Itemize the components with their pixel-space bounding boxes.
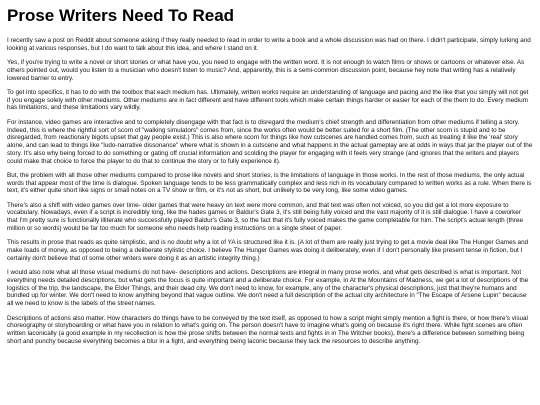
paragraph: I would also note what all those visual mediums do not have- descriptions and actions. Descriptions are integral in many prose works, and what gets described is what is important. Not everything needs detailed descriptions, but what gets the focus is quite important and a deliberate choice. For example, in At the Mountains of Madness, we get a lot of descriptions of the logistics of the trip, the landscape, the Elder Things, and their dead city. We don't need to know, for example, any of the character's physical descriptions, just that they're humans and bundled up for winter. We don't need to know anything beyond that vague outline. We don't need a full description of the actual city architecture in "The Escape of Arsene Lupin" because all we need to know is the labels of the street names. (7, 269, 529, 308)
paragraph: Yes, if you're trying to write a novel or short stories or what have you, you need to engage with the written word. It is not enough to watch films or shows or cartoons or whatever else. As others pointed out, would you listen to a musician who doesn't listen to music? And, apparently, this is a semi-common discussion point, because hey note that writing has a relatively lowered barrier to entry. (7, 59, 525, 82)
paragraph: For instance, video games are interactive and to completely disengage with that fact is to disregard the medium's chief strength and differentiation from other mediums if telling a story. Indeed, this is where the rightful sort of scorn of "walking simulators" comes from, since the works often would be better suited for a short film. (The other scorn is stupid and to be disregarded, from reactionary bigots upset that gay people exist.) This is also where scorn for things like how cutscenes are handled comes from, such as treating it like the 'real' story alone, and can lead to things like "ludo-narrative dissonance" where what is shown in a cutscene and what happens in the actual gameplay are at odds in ways that jar the player out of the story. It's also why being forced to do something or gating off crucial information and scolding the player for engaging with it feels very strange (and ignores that the writers and players could make that choice to force the player to do that to continue the story or to fully experience it). (7, 118, 533, 165)
paragraph: There's also a shift with video games over time- older games that were heavy on text were more common, and that text was often not voiced, so you did get a lot more exposure to vocabulary. Nowadays, even if a script is incredibly long, like the hades games or Baldur's Gate 3, it's still being fully voiced and the vast majority of it is still dialogue. I have a coworker that I'm pretty sure is functionally illiterate who successfully played Baldur's Gate 3, so the fact that it's fully voiced makes the game completable for him. The script's actual length (three million or so words) would be far too much for someone who needs help reading instructions on a single sheet of paper. (7, 201, 523, 232)
paragraph: But, the problem with all those other mediums compared to prose like novels and short stories, is the limitations of language in those works. In the rest of those mediums, the only actual words that appear most of the time is dialogue. Spoken language tends to be less grammatically complex and less rich in its vocabulary compared to written works as a rule. When there is text, it's either quite short like signs or small notes on a TV show or film, or it's not as short, but unlikely to be very long, like some video games. (7, 171, 532, 195)
paragraph: I recently saw a post on Reddit about someone asking if they really needed to read in order to write a book and a whole discussion was had on there. I didn't participate, simply lurking and looking at various responses, but I do want to talk about this idea, and where I stand on it. (7, 37, 531, 52)
paragraph: To get into specifics, it has to do with the toolbox that each medium has. Ultimately, written works require an understanding of language and pacing and the like that you simply will not get if you engage solely with other mediums. Other mediums are in fact different and have different tools which make certain things harder or easier for each of the them to do. Every medium has limitations, and these limitations vary wildly. (7, 88, 529, 112)
paragraph: This results in prose that reads as quite simplistic, and is no doubt why a lot of YA is structured like it is. (A lot of them are really just trying to get a movie deal like The Hunger Games and make loads of money, as opposed to being a deliberate stylistic choice. I believe The Hunger Games was doing it deliberately, even if I don't personally like present tense in fiction, but I certainly don't believe that of some other writers were doing it as an artistic integrity thing.) (7, 239, 529, 262)
page-title: Prose Writers Need To Read (7, 6, 235, 25)
paragraph: Descriptions of actions also matter. How characters do things have to be conveyed by the text itself, as opposed to how a script might simply mention a fight is there, or how there's visual choreography or storyboarding or what have you in relation to what's going on. The person doesn't have to imagine what's going on because it's right there. While fight scenes are often written laconically (a good example in my recollection is how the prose shifts between the normal texts and fights in in The Witcher books), there's a difference between something being short and punchy because everything becomes a blur in a fight, and everything being laconic because they lack the resources to describe anything. (7, 314, 528, 345)
